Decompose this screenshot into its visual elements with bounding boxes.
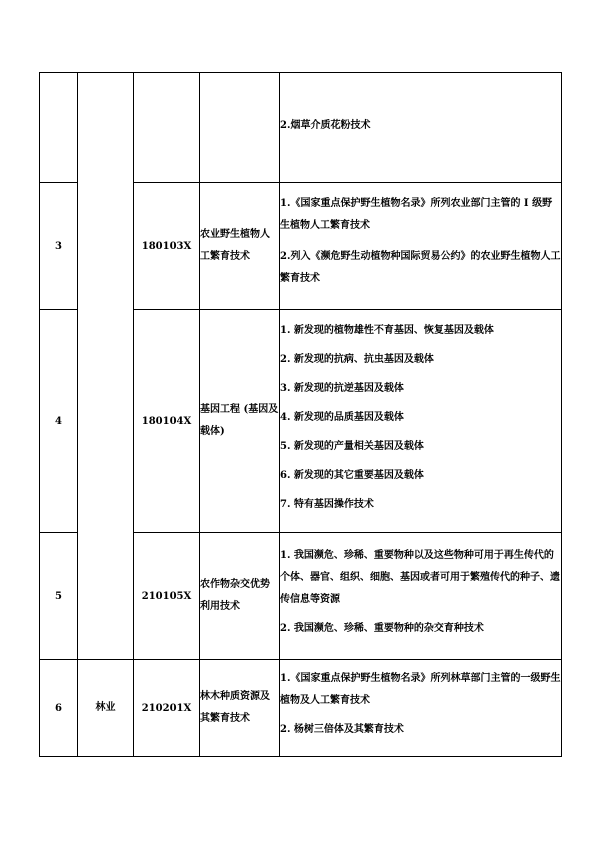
list-item: 1.《国家重点保护野生植物名录》所列林草部门主管的一级野生植物及人工繁育技术: [280, 673, 561, 706]
tech-code: [134, 73, 200, 183]
row-number: 6: [40, 660, 78, 757]
row-number: 5: [40, 533, 78, 660]
list-item: 3. 新发现的抗逆基因及载体: [280, 382, 404, 394]
technology-table: [39, 72, 562, 757]
field-cell: [78, 73, 134, 660]
tech-items: [280, 533, 562, 660]
tech-name-text: 农业野生植物人工繁育技术: [200, 229, 270, 262]
row-number: 4: [40, 310, 78, 533]
field-cell: [78, 660, 134, 757]
list-item: 6. 新发现的其它重要基因及载体: [280, 469, 424, 481]
table-row: [40, 73, 562, 183]
tech-items: [280, 660, 562, 757]
tech-name-text: 林木种质资源及其繁育技术: [200, 691, 270, 724]
list-item: 1. 我国濒危、珍稀、重要物种以及这些物种可用于再生传代的个体、器官、组织、细胞、基因或者可用于繁殖传代的种子、遗传信息等资源: [280, 550, 560, 605]
list-item: 2. 新发现的抗病、抗虫基因及载体: [280, 353, 434, 365]
tech-name-text: 基因工程 (基因及载体): [200, 404, 279, 437]
list-item: 4. 新发现的品质基因及载体: [280, 411, 404, 423]
field-label: 林业: [95, 702, 116, 713]
list-item: 2. 我国濒危、珍稀、重要物种的杂交育种技术: [280, 623, 484, 634]
list-item: 1.《国家重点保护野生植物名录》所列农业部门主管的 I 级野生植物人工繁育技术: [280, 198, 553, 231]
tech-name: [200, 183, 280, 310]
list-item: 5. 新发现的产量相关基因及载体: [280, 440, 424, 452]
tech-name-text: 农作物杂交优势利用技术: [200, 579, 270, 612]
tech-name: [200, 660, 280, 757]
tech-code: 210105X: [134, 533, 200, 660]
table-row: [40, 660, 562, 757]
list-item: 1. 新发现的植物雄性不育基因、恢复基因及载体: [280, 324, 494, 336]
list-item: 7. 特有基因操作技术: [280, 498, 374, 510]
tech-name: [200, 310, 280, 533]
tech-code: 180103X: [134, 183, 200, 310]
tech-code: 180104X: [134, 310, 200, 533]
tech-items: [280, 310, 562, 533]
tech-name: [200, 533, 280, 660]
list-item: 2.列入《濒危野生动植物种国际贸易公约》的农业野生植物人工繁育技术: [280, 251, 561, 284]
tech-items: [280, 73, 562, 183]
row-number: 3: [40, 183, 78, 310]
tech-code: 210201X: [134, 660, 200, 757]
row-number: [40, 73, 78, 183]
tech-items: [280, 183, 562, 310]
tech-name: [200, 73, 280, 183]
list-item: 2. 杨树三倍体及其繁育技术: [280, 724, 404, 735]
list-item: 2.烟草介质花粉技术: [280, 120, 371, 131]
